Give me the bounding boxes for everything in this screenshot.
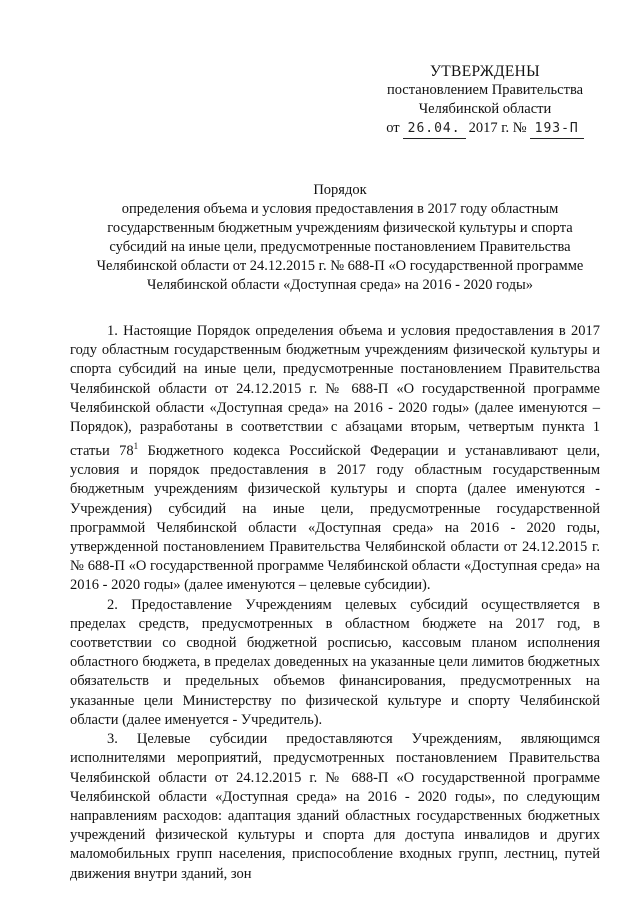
approval-heading: УТВЕРЖДЕНЫ	[430, 63, 540, 80]
approval-year: 2017 г. №	[468, 120, 527, 136]
approval-line: Челябинской области	[418, 101, 552, 117]
paragraph-1-text-b: Бюджетного кодекса Российской Федерации и устанавливают цели, условия и порядок предоставления в 2017 году областным государственным бюджетным учреждениям физической культуры и спорта (далее именуются - Учреждения) субсидий на иные цели, предусмотренные государственной программой Челябинской области «Доступная среда» на 2016 - 2020 годы, утвержденной постановлением Правительства Челябинской области от 24.12.2015 г. № 688-П «О государственной программе Челябинской области «Доступная среда» на 2016 - 2020 годы» (далее именуются – целевые субсидии).	[70, 443, 600, 594]
paragraph-1-text-a: 1. Настоящие Порядок определения объема и условия предоставления в 2017 году областным государственным бюджетным учреждениям физической культуры и спорта субсидий на иные цели, предусмотренные постановлением Правительства Челябинской области от 24.12.2015 г. № 688-П «О государственной программе Челябинской области «Доступная среда» на 2016 - 2020 годы» (далее именуются – Порядок), разработаны в соответствии с абзацами вторым, четвертым пункта 1 статьи 78	[70, 323, 600, 460]
title-line: субсидий на иные цели, предусмотренные постановлением Правительства	[109, 239, 571, 255]
paragraph-1	[70, 322, 600, 596]
approval-dateline	[370, 119, 600, 139]
approval-line: постановлением Правительства	[386, 82, 584, 98]
approval-number: 193-П	[530, 119, 584, 139]
approval-date: 26.04.	[403, 119, 466, 139]
superscript: 1	[133, 441, 139, 452]
title-line: государственным бюджетным учреждениям физической культуры и спорта	[107, 220, 573, 236]
approval-stamp	[370, 62, 600, 139]
title-line: Челябинской области «Доступная среда» на 2016 - 2020 годы»	[147, 277, 533, 293]
document-title	[70, 181, 610, 295]
paragraph-3: 3. Целевые субсидии предоставляются Учреждениям, являющимся исполнителями мероприятий, предусмотренных постановлением Правительства Челябинской области от 24.12.2015 г. № 688-П «О государственной программе Челябинской области «Доступная среда» на 2016 - 2020 годы», по следующим направлениям расходов: адаптация зданий областных государственных бюджетных учреждений физической культуры и спорта для доступа инвалидов и других маломобильных групп населения, приспособление входных групп, лестниц, путей движения внутри зданий, зон	[70, 731, 600, 882]
title-line: Челябинской области от 24.12.2015 г. № 688-П «О государственной программе	[96, 258, 584, 274]
document-body	[70, 322, 600, 884]
title-line: определения объема и условия предоставления в 2017 году областным	[121, 201, 559, 217]
title-heading: Порядок	[313, 182, 367, 198]
paragraph-2: 2. Предоставление Учреждениям целевых субсидий осуществляется в пределах средств, предусмотренных в областном бюджете на 2017 год, в соответствии со сводной бюджетной росписью, кассовым планом исполнения областного бюджета, в пределах доведенных на указанные цели лимитов бюджетных обязательств и предельных объемов финансирования, предусмотренных на указанные цели Министерству по физической культуре и спорту Челябинской области (далее именуется - Учредитель).	[70, 596, 600, 728]
approval-ot: от	[386, 120, 400, 136]
